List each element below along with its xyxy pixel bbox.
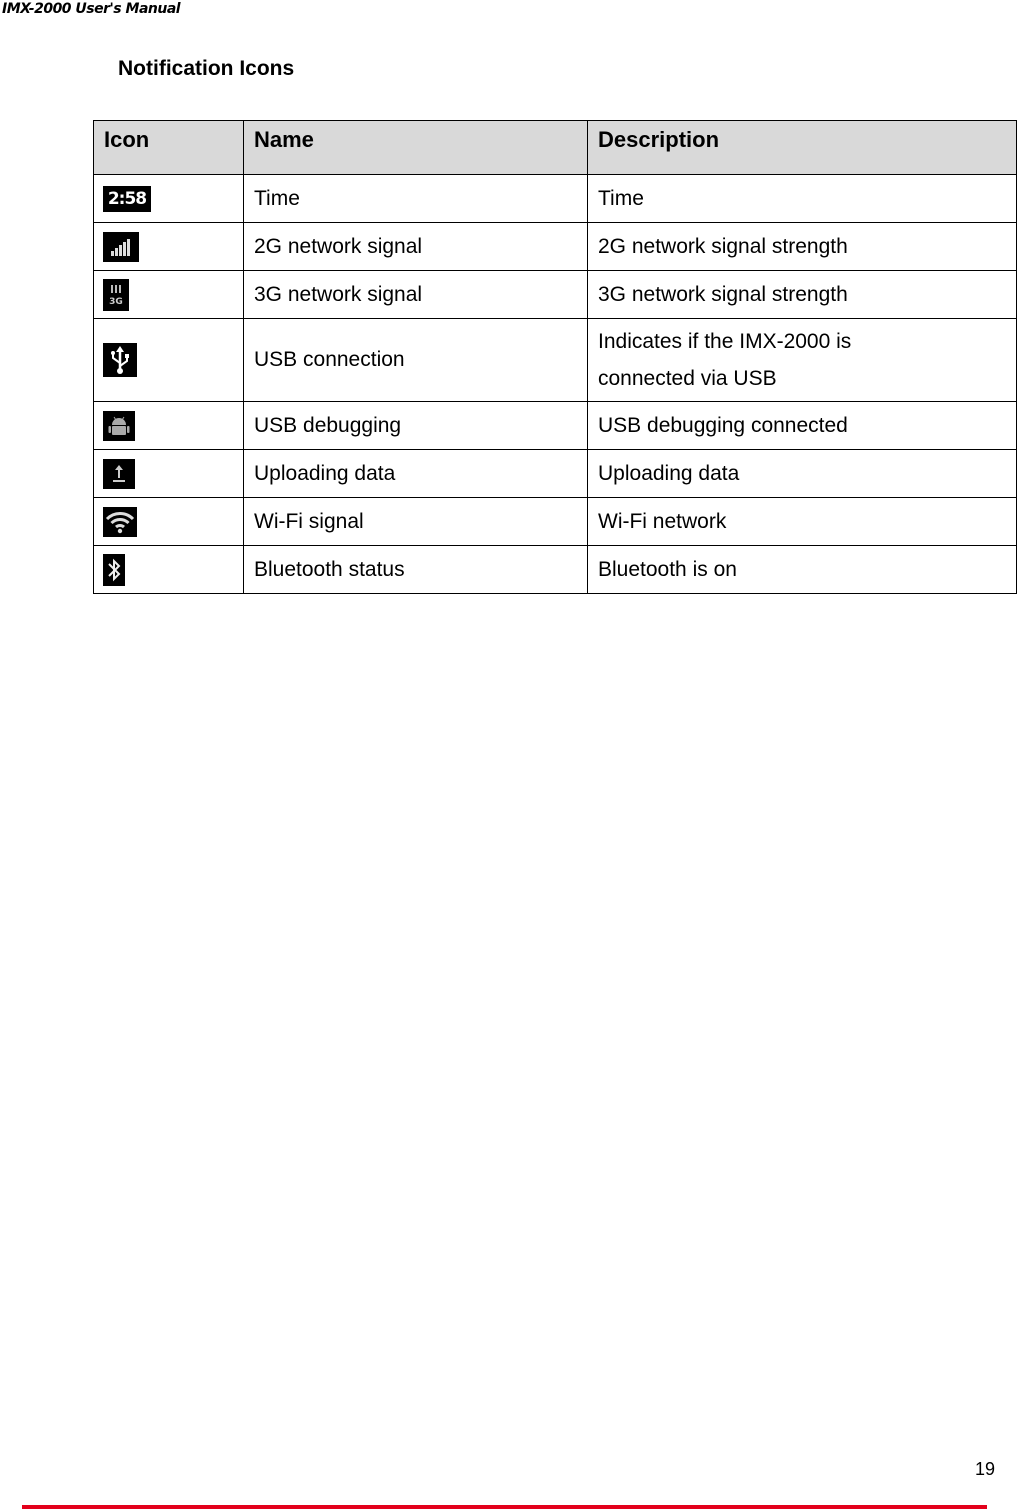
icon-name: 3G network signal <box>244 271 588 319</box>
2g-signal-icon <box>103 232 139 262</box>
icon-cell <box>94 498 244 546</box>
icon-name: Time <box>244 175 588 223</box>
page-number: 19 <box>974 1459 995 1479</box>
icon-description: Wi-Fi network <box>588 498 1017 546</box>
icon-name: USB debugging <box>244 402 588 450</box>
upload-arrow-icon <box>103 459 135 489</box>
icon-cell <box>94 546 244 594</box>
running-header: IMX-2000 User's Manual <box>2 1 181 17</box>
icon-name: Uploading data <box>244 450 588 498</box>
table-row <box>94 223 1017 271</box>
description-line: connected via USB <box>598 367 777 390</box>
wifi-icon <box>103 507 137 537</box>
icon-description: Time <box>588 175 1017 223</box>
table-row <box>94 546 1017 594</box>
icon-description: Uploading data <box>588 450 1017 498</box>
icon-cell <box>94 450 244 498</box>
icon-description: Bluetooth is on <box>588 546 1017 594</box>
column-header-description: Description <box>588 121 1017 175</box>
table-row <box>94 175 1017 223</box>
icon-description: 2G network signal strength <box>588 223 1017 271</box>
icon-cell <box>94 402 244 450</box>
icon-name: USB connection <box>244 319 588 402</box>
table-row <box>94 402 1017 450</box>
icon-description: USB debugging connected <box>588 402 1017 450</box>
bluetooth-icon <box>103 554 125 586</box>
icon-cell <box>94 175 244 223</box>
table-header-row <box>94 121 1017 175</box>
icon-cell <box>94 223 244 271</box>
icon-cell <box>94 319 244 402</box>
table-row <box>94 271 1017 319</box>
usb-icon <box>103 343 137 377</box>
icon-description <box>588 319 1017 402</box>
icon-description: 3G network signal strength <box>588 271 1017 319</box>
svg-text:3G: 3G <box>109 296 123 307</box>
icon-cell <box>94 271 244 319</box>
description-line: Indicates if the IMX-2000 is <box>598 330 852 353</box>
clock-time-icon: 2:58 <box>103 186 151 212</box>
3g-signal-icon <box>103 279 129 311</box>
section-title: Notification Icons <box>118 57 295 80</box>
column-header-name: Name <box>244 121 588 175</box>
table-row <box>94 319 1017 402</box>
icon-name: 2G network signal <box>244 223 588 271</box>
table-row <box>94 450 1017 498</box>
notification-icons-table <box>93 120 1017 594</box>
column-header-icon: Icon <box>94 121 244 175</box>
android-debug-icon <box>103 411 135 441</box>
footer-rule <box>22 1505 987 1509</box>
table-row <box>94 498 1017 546</box>
icon-name: Wi-Fi signal <box>244 498 588 546</box>
icon-name: Bluetooth status <box>244 546 588 594</box>
